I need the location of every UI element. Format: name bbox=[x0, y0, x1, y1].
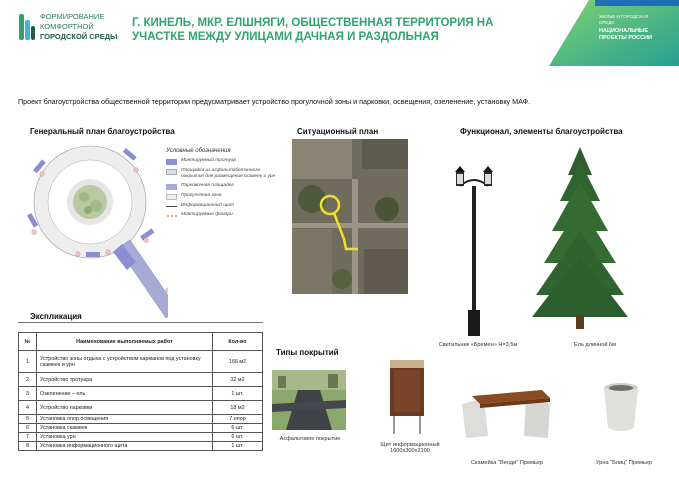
cell-number: 6 bbox=[19, 424, 37, 433]
parking-swatch-icon bbox=[166, 184, 177, 190]
explication-table bbox=[18, 332, 263, 451]
legend-label: Монтируемые фонари bbox=[181, 212, 233, 217]
situation-title: Ситуационный план bbox=[297, 127, 379, 136]
info-board-image bbox=[384, 356, 432, 436]
cell-qty: 7 опор bbox=[213, 415, 263, 424]
path-swatch-icon bbox=[166, 159, 177, 165]
lamp-caption: Светильник «Бремен» Н=3,5м bbox=[438, 342, 518, 348]
corner-logo-text: НАЦИОНАЛЬНЫЕ ПРОЕКТЫ РОССИИ bbox=[599, 28, 652, 41]
plan-drawing bbox=[18, 140, 168, 325]
cell-work: Устройство зоны отдыха с устройством карманов под установку скамеек и урн bbox=[37, 351, 213, 373]
legend-item bbox=[166, 212, 276, 219]
table-row bbox=[19, 373, 263, 387]
legend-item bbox=[166, 158, 276, 165]
cell-number: 8 bbox=[19, 442, 37, 451]
board-caption bbox=[368, 442, 452, 454]
urn-caption: Урна "Блиц" Премьер bbox=[595, 460, 653, 466]
table-row bbox=[19, 387, 263, 401]
legend-label: Монтируемый тротуар bbox=[181, 158, 237, 163]
satellite-image bbox=[292, 139, 408, 294]
cell-qty: 32 м2 bbox=[213, 373, 263, 387]
lamp-dots-icon bbox=[166, 213, 177, 219]
cell-work: Устройство тротуара bbox=[37, 373, 213, 387]
cell-work: Установка опор освещения bbox=[37, 415, 213, 424]
street-lamp-image bbox=[452, 160, 496, 340]
cell-number: 4 bbox=[19, 401, 37, 415]
legend-label: Площадка из асфальтобетонного покрытия для размещения скамеек и урн bbox=[181, 168, 276, 179]
legend-item bbox=[166, 168, 276, 180]
explication-title: Экспликация bbox=[30, 312, 82, 321]
asphalt-photo bbox=[272, 370, 346, 430]
legend-label: Информационный щит bbox=[181, 203, 235, 208]
cell-work: Установка урн bbox=[37, 433, 213, 442]
header bbox=[0, 0, 679, 66]
cell-qty: 18 м2 bbox=[213, 401, 263, 415]
walk-zone-swatch-icon bbox=[166, 194, 177, 200]
legend-item bbox=[166, 203, 276, 209]
board-caption-line-2: 1600х300х2100 bbox=[390, 448, 430, 454]
cell-number: 2 bbox=[19, 373, 37, 387]
general-plan bbox=[18, 140, 276, 325]
cell-qty: 1 шт. bbox=[213, 387, 263, 401]
table-row bbox=[19, 351, 263, 373]
bench-image bbox=[458, 384, 554, 438]
cell-work: Озеленение – ель bbox=[37, 387, 213, 401]
bench-caption: Скамейка "Венди" Премьер bbox=[470, 460, 544, 466]
national-projects-badge bbox=[549, 0, 679, 66]
cell-qty: 1 шт. bbox=[213, 442, 263, 451]
table-row bbox=[19, 442, 263, 451]
city-logo-icon bbox=[18, 12, 36, 42]
logo-line-1: ФОРМИРОВАНИЕ bbox=[40, 12, 105, 21]
col-header-qty: Кол-во bbox=[213, 333, 263, 351]
asphalt-caption: Асфальтовое покрытие bbox=[279, 436, 341, 442]
info-board-line-icon bbox=[166, 206, 177, 207]
urn-image bbox=[600, 382, 642, 432]
explication-divider bbox=[18, 322, 263, 323]
table-row bbox=[19, 433, 263, 442]
table-row bbox=[19, 401, 263, 415]
cell-number: 3 bbox=[19, 387, 37, 401]
asphalt-image bbox=[272, 370, 346, 430]
plan-legend bbox=[166, 148, 276, 222]
cell-work: Установка информационного щита bbox=[37, 442, 213, 451]
legend-item bbox=[166, 183, 276, 190]
corner-small-text: ЖИЛЬЕ И ГОРОДСКАЯ СРЕДА bbox=[599, 14, 649, 25]
spruce-tree-image bbox=[530, 145, 630, 330]
cell-work: Устройство парковки bbox=[37, 401, 213, 415]
table-row bbox=[19, 424, 263, 433]
tree-caption: Ель длинной 6м bbox=[573, 342, 617, 348]
legend-title: Условные обозначения bbox=[166, 148, 231, 154]
col-header-work: Наименование выполняемых работ bbox=[37, 333, 213, 351]
cell-work: Установка скамеек bbox=[37, 424, 213, 433]
cell-qty: 6 шт. bbox=[213, 424, 263, 433]
functional-title: Функционал, элементы благоустройства bbox=[460, 127, 623, 136]
plan-title: Генеральный план благоустройства bbox=[30, 127, 175, 136]
asphalt-swatch-icon bbox=[166, 169, 177, 175]
board-caption-line-1: Щит информационный bbox=[380, 442, 440, 448]
table-header-row bbox=[19, 333, 263, 351]
situation-map bbox=[292, 139, 408, 294]
intro-text: Проект благоустройства общественной территории предусматривает устройство прогулочной зоны и парковки, освещения, озеленение, установку МАФ. bbox=[18, 97, 531, 106]
logo-line-2: КОМФОРТНОЙ bbox=[40, 22, 94, 31]
table-row bbox=[19, 415, 263, 424]
cell-qty: 6 шт. bbox=[213, 433, 263, 442]
page-title: Г. КИНЕЛЬ, МКР. ЕЛШНЯГИ, ОБЩЕСТВЕННАЯ ТЕРРИТОРИЯ НА УЧАСТКЕ МЕЖДУ УЛИЦАМИ ДАЧНАЯ И РАЗДОЛЬНАЯ bbox=[132, 17, 494, 43]
logo-line-3: ГОРОДСКОЙ СРЕДЫ bbox=[40, 32, 118, 41]
cell-number: 7 bbox=[19, 433, 37, 442]
cell-number: 1 bbox=[19, 351, 37, 373]
coverings-title: Типы покрытий bbox=[276, 348, 339, 357]
legend-label: Парковочная площадка bbox=[181, 183, 234, 188]
program-logo bbox=[18, 12, 128, 50]
col-header-number: № bbox=[19, 333, 37, 351]
cell-qty: 166 м2 bbox=[213, 351, 263, 373]
legend-item bbox=[166, 193, 276, 200]
cell-number: 5 bbox=[19, 415, 37, 424]
corner-text bbox=[599, 14, 663, 41]
program-logo-text bbox=[40, 12, 117, 42]
legend-label: Прогулочная зона bbox=[181, 193, 222, 198]
